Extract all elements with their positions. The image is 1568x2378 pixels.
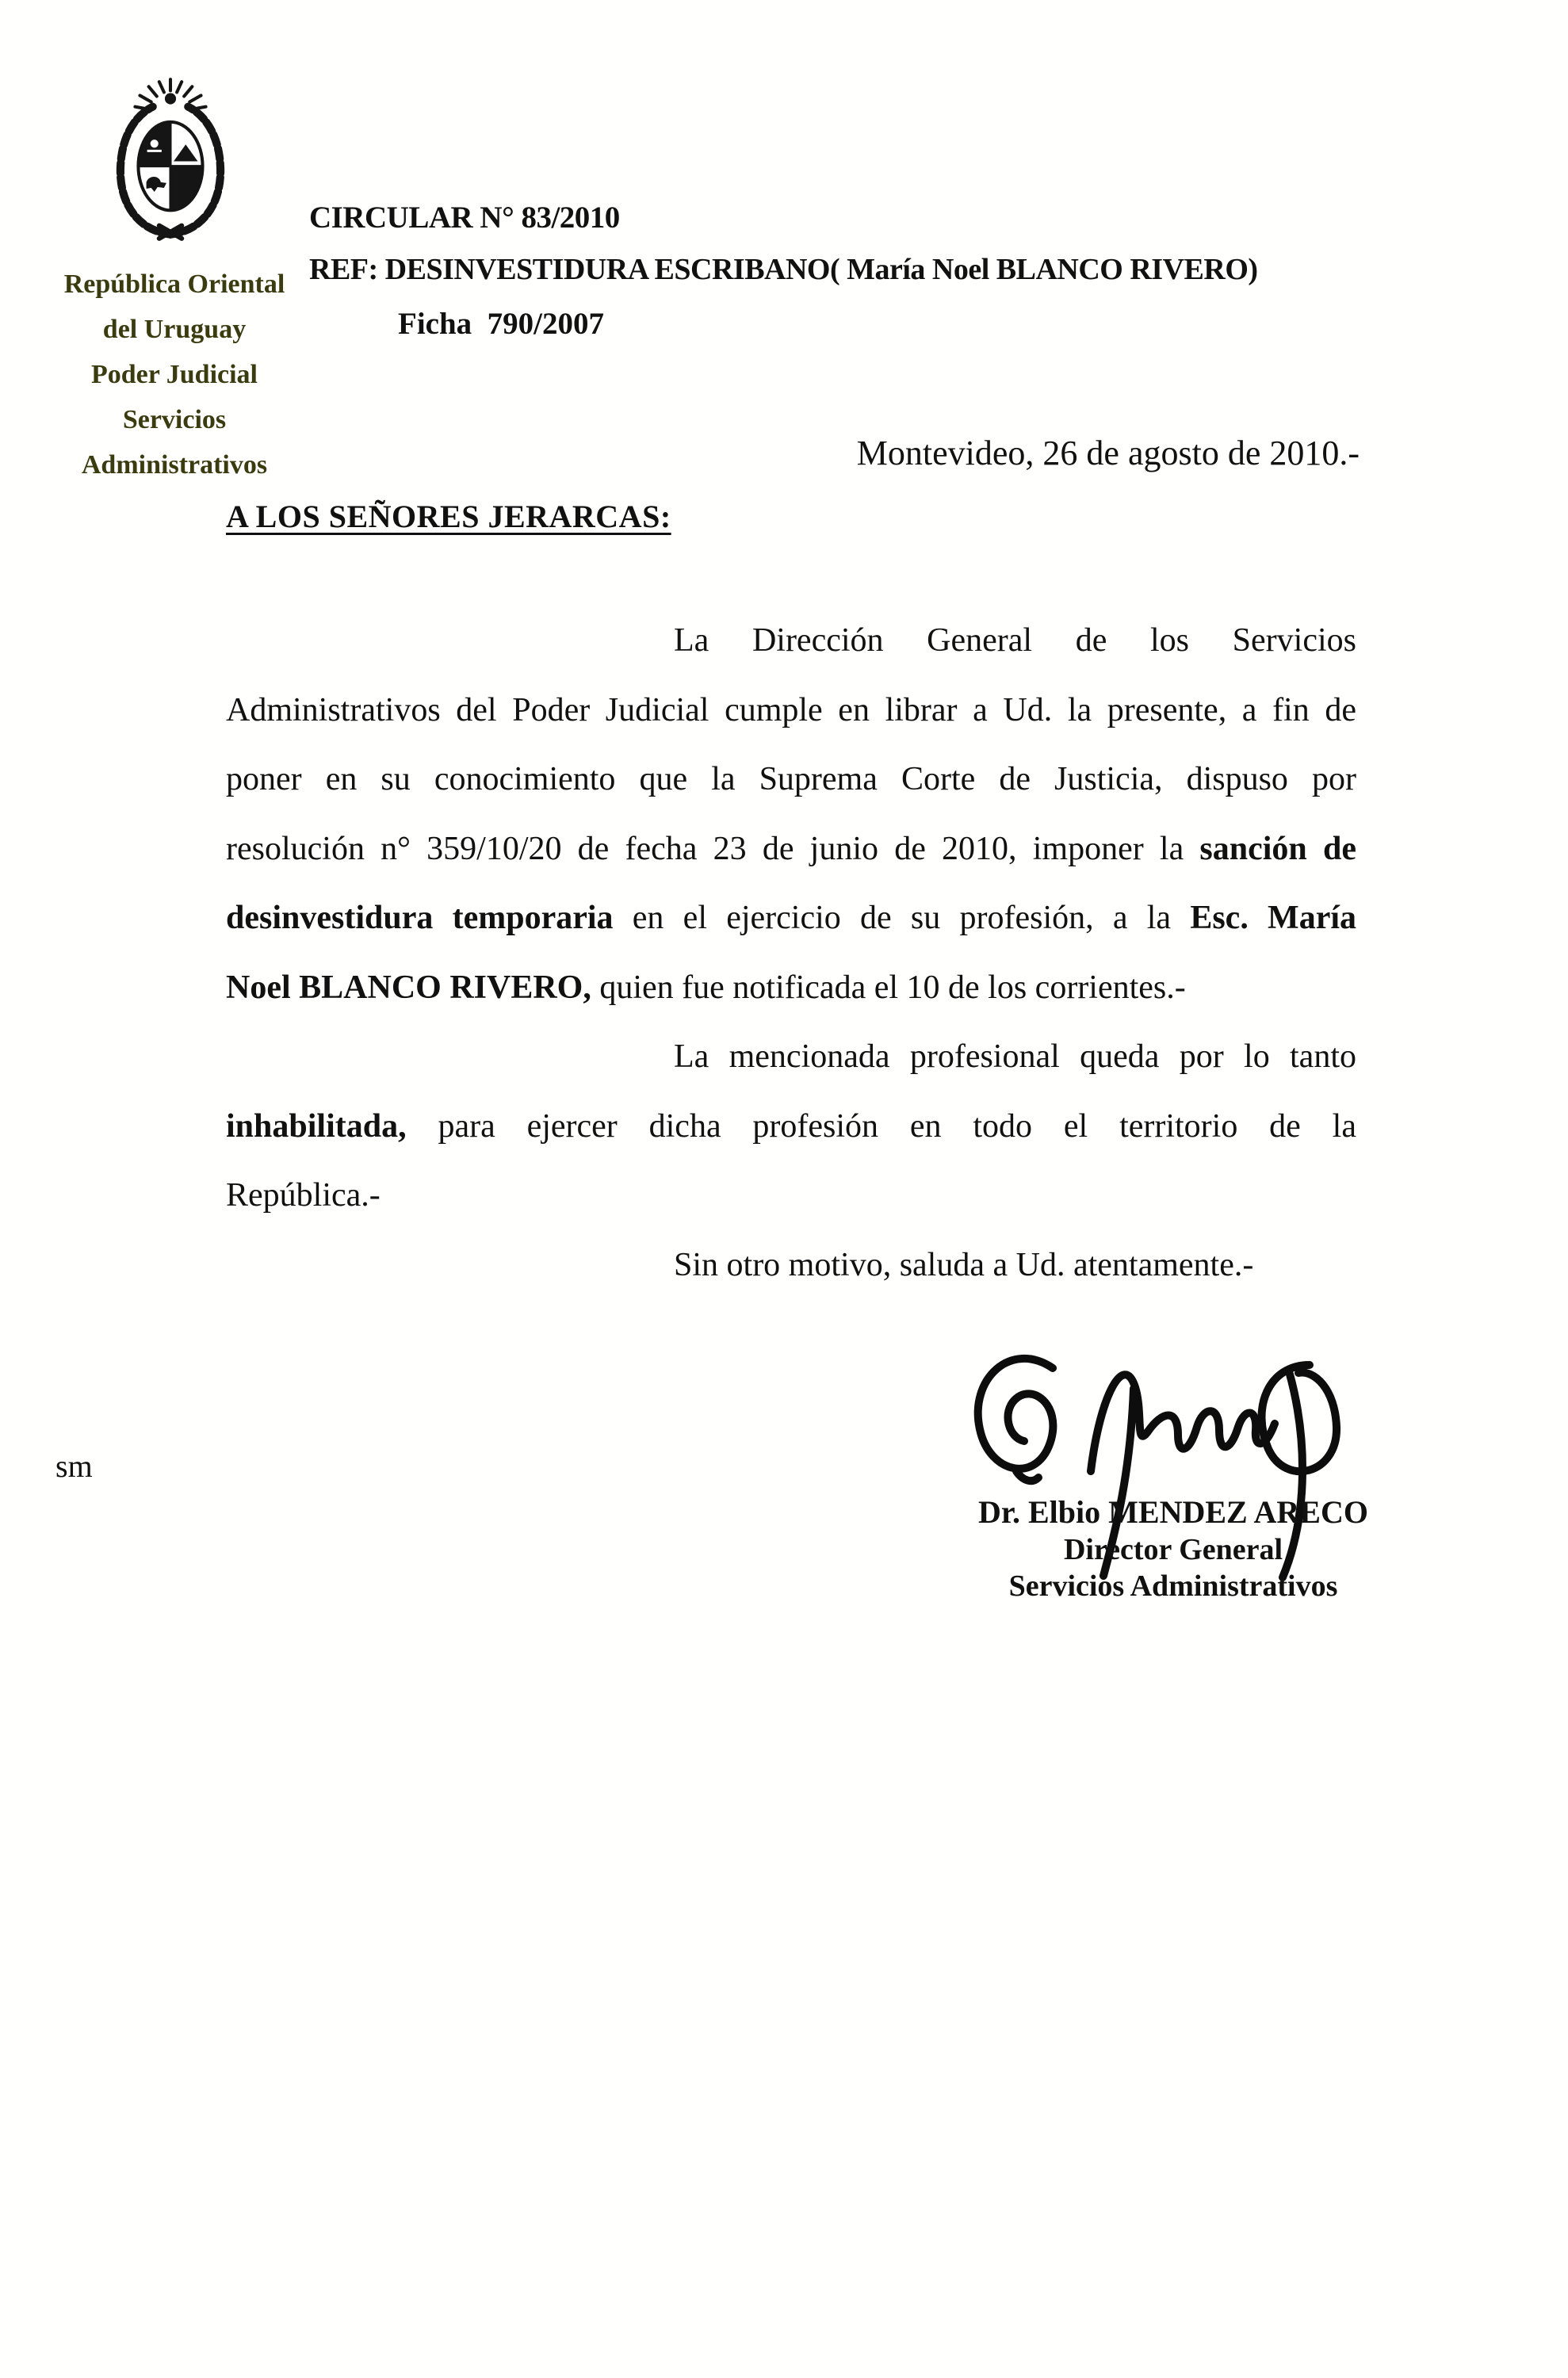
body-line: Sin otro motivo, saluda a Ud. atentamente.- [674,1246,1254,1283]
signer-title: Director General [1063,1533,1283,1566]
org-line: del Uruguay [102,315,247,344]
body-line: inhabilitada, para ejercer dicha profesión en todo el territorio de la [226,1107,1356,1145]
body-line: Administrativos del Poder Judicial cumple en librar a Ud. la presente, a fin de [226,691,1356,728]
body-line: La Dirección General de los Servicios [674,622,1356,659]
body-line: Noel BLANCO RIVERO, quien fue notificada el 10 de los corrientes.- [226,969,1186,1006]
org-line: Poder Judicial [91,360,258,389]
salutation: A LOS SEÑORES JERARCAS: [226,499,671,534]
org-line: Administrativos [81,450,268,480]
body-line: desinvestidura temporaria en el ejercicio de su profesión, a la Esc. María [226,900,1357,936]
body-line: poner en su conocimiento que la Suprema Corte de Justicia, dispuso por [226,761,1356,797]
body-line: resolución n° 359/10/20 de fecha 23 de junio de 2010, imponer la sanción de [226,830,1356,867]
circular-number: CIRCULAR N° 83/2010 [309,201,620,235]
uruguay-coat-of-arms-icon [111,76,230,241]
body-line: República.- [226,1177,381,1214]
file-number: Ficha 790/2007 [398,307,604,341]
org-text [22,262,327,487]
typist-initials: sm [55,1448,93,1484]
org-line: Servicios [122,405,227,434]
signer-name: Dr. Elbio MENDEZ ARECO [978,1494,1368,1530]
body-text [226,606,1356,1300]
signer-department: Servicios Administrativos [1008,1569,1338,1603]
body-line: La mencionada profesional queda por lo tanto [674,1038,1356,1075]
org-line: República Oriental [63,270,285,299]
reference-line: REF: DESINVESTIDURA ESCRIBANO( María Noel BLANCO RIVERO) [309,253,1258,286]
date-line: Montevideo, 26 de agosto de 2010.- [856,434,1360,472]
